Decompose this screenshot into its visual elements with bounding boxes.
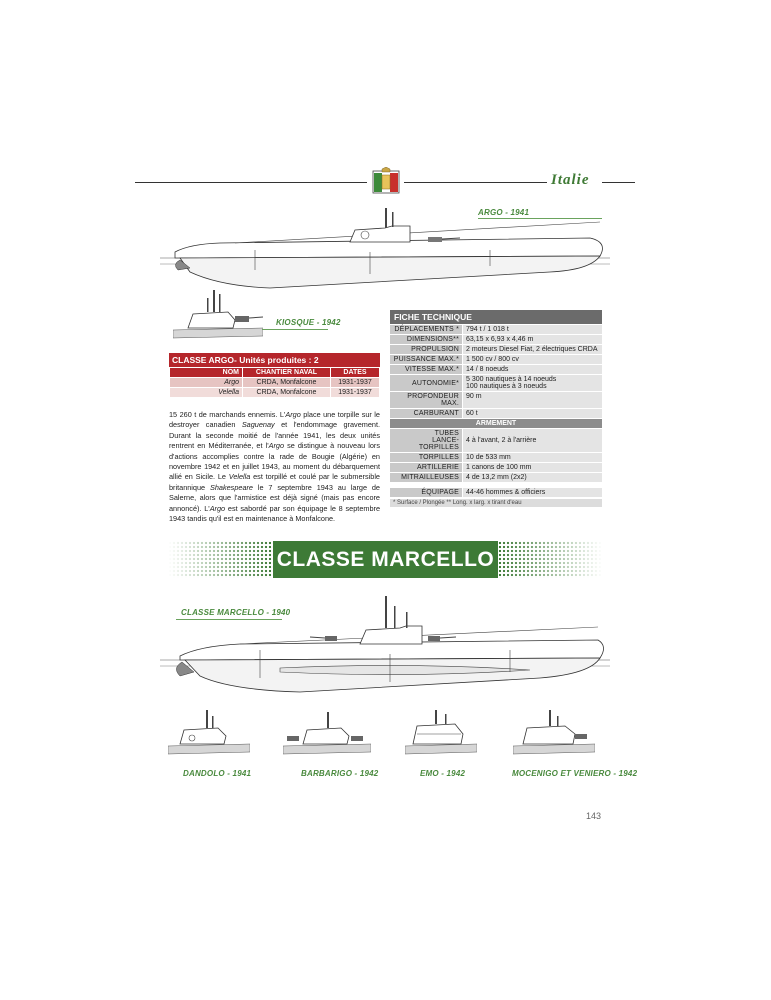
kiosque-illustration — [173, 288, 263, 343]
col-dates: DATES — [331, 368, 380, 378]
marcello-submarine-illustration — [160, 592, 610, 702]
dandolo-kiosk-illustration — [168, 708, 250, 758]
page-section-title: Italie — [551, 172, 590, 188]
banner-dots-right — [498, 541, 603, 578]
argo-units-table — [169, 353, 380, 398]
caption-dandolo: DANDOLO - 1941 — [183, 769, 252, 778]
col-nom: NOM — [170, 368, 243, 378]
col-chantier: CHANTIER NAVAL — [243, 368, 331, 378]
banner-dots-left — [168, 541, 273, 578]
fiche-technique: FICHE TECHNIQUE DÉPLACEMENTS * 794 t / 1 018 t DIMENSIONS** 63,15 x 6,93 x 4,46 m PROPULSION 2 moteurs Diesel Fiat, 2 électriques CRDA PUISSANCE MAX.* 1 500 cv / 800 cv VITESSE MAX.* 14 / 8 noeuds AUTONOMIE* 5 300 nautiques à 14 noeuds 100 nautiques à 3 noeuds PROFONDEUR MAX. 90 m CARBURANT 60 t ARMEMENT TUBES LANCE-TORPILLES 4 à l'avant, 2 à l'arrière TORPILLES 10 de 533 mm ARTILLERIE 1 canons de 100 mm MITRAILLEUSES 4 de 13,2 mm (2x2) ÉQUIPAGE 44-46 hommes & officiers * Surface / Plongée ** Long. x larg. x tirant d'eau — [390, 310, 602, 507]
table-row: Argo CRDA, Monfalcone 1931-1937 — [170, 378, 380, 388]
italy-crest-icon — [372, 167, 400, 195]
section-banner: CLASSE MARCELLO — [273, 541, 498, 578]
fiche-title: FICHE TECHNIQUE — [390, 310, 602, 324]
caption-marcello-1940: CLASSE MARCELLO - 1940 — [181, 608, 291, 617]
caption-kiosque-rule — [262, 329, 328, 330]
header-rule-right — [602, 182, 635, 183]
caption-kiosque-1942: KIOSQUE - 1942 — [276, 318, 341, 327]
argo-table-title: CLASSE ARGO- Unités produites : 2 — [169, 353, 380, 367]
header-rule-mid — [404, 182, 547, 183]
emo-kiosk-illustration — [405, 708, 477, 758]
caption-mocenigo: MOCENIGO ET VENIERO - 1942 — [512, 769, 638, 778]
caption-emo: EMO - 1942 — [420, 769, 466, 778]
caption-barbarigo: BARBARIGO - 1942 — [301, 769, 379, 778]
barbarigo-kiosk-illustration — [283, 708, 371, 758]
argo-submarine-illustration — [160, 200, 610, 295]
fiche-footnote: * Surface / Plongée ** Long. x larg. x tirant d'eau — [390, 499, 602, 507]
mocenigo-kiosk-illustration — [513, 708, 595, 758]
caption-argo-1941: ARGO - 1941 — [478, 208, 530, 217]
table-row: Velella CRDA, Monfalcone 1931-1937 — [170, 388, 380, 398]
page-number: 143 — [586, 811, 602, 821]
body-paragraph: 15 260 t de marchands ennemis. L'Argo place une torpille sur le destroyer canadien Saguenay et l'endommage gravement. Durant la seconde moitié de l'année 1941, les deux unités rentrent en Méditerranée, et l'Argo se distingue à nouveau lors d'actions accomplies contre la rade de Bougie (Algérie) en novembre 1942 et en juillet 1943, au moment du débarquement allié en Sicile. Le Velella est torpillé et coulé par le submersible britannique Shakespeare le 7 septembre 1943 au large de Salerne, alors que l'armistice est déjà signé (mais pas encore annoncé). L'Argo est sabordé par son équipage le 8 septembre 1943 tandis qu'il est en maintenance à Monfalcone. — [169, 410, 381, 524]
header-rule-left — [135, 182, 367, 183]
armement-header: ARMEMENT — [390, 419, 602, 428]
